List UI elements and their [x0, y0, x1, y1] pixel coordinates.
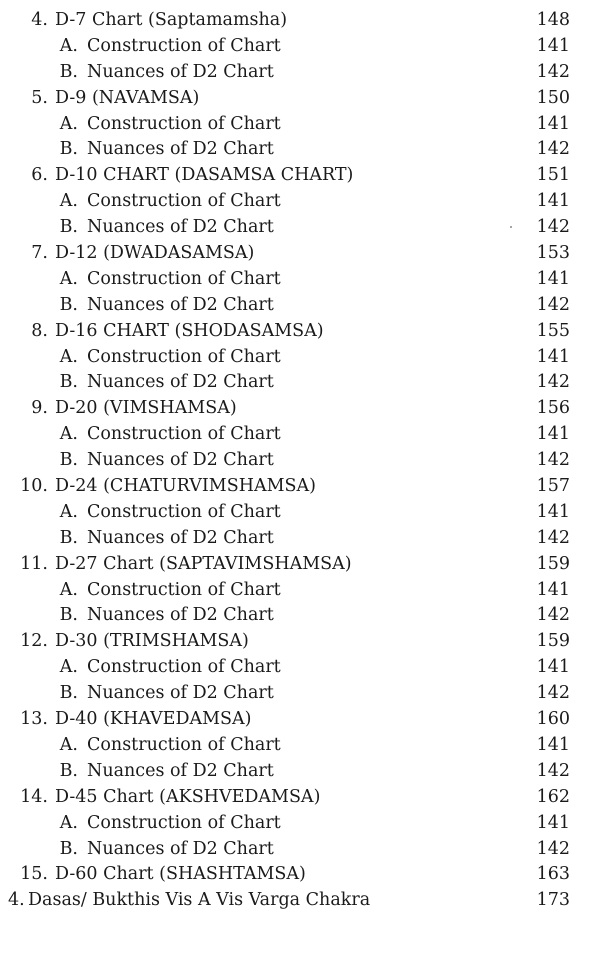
page-number: 157 — [536, 476, 570, 497]
entry-number: 14. — [20, 786, 48, 807]
entry-number: B. — [59, 605, 78, 626]
toc-subentry — [0, 681, 600, 707]
toc-entry — [0, 319, 600, 345]
page-number: 142 — [536, 294, 570, 315]
page-number: 141 — [536, 657, 570, 678]
page-number: 142 — [536, 450, 570, 471]
entry-number: 4. — [31, 10, 48, 30]
page-number: 141 — [536, 734, 570, 755]
toc-subentry — [0, 293, 600, 319]
toc-subentry — [0, 215, 600, 241]
entry-title: Construction of Chart — [87, 579, 281, 600]
page-number: 155 — [536, 320, 570, 341]
toc-subentry — [0, 60, 600, 86]
toc-subentry — [0, 500, 600, 526]
page-number: 148 — [536, 10, 570, 30]
toc-subentry — [0, 526, 600, 552]
page-number: 141 — [536, 424, 570, 445]
entry-title: Nuances of D2 Chart — [87, 683, 274, 704]
entry-number: 15. — [20, 864, 48, 885]
entry-title: Construction of Chart — [87, 501, 281, 522]
entry-title: Construction of Chart — [87, 191, 281, 212]
toc-entry — [0, 552, 600, 578]
entry-title: Nuances of D2 Chart — [87, 450, 274, 471]
entry-title: Nuances of D2 Chart — [87, 61, 274, 82]
entry-number: B. — [59, 450, 78, 471]
entry-title: D-24 (CHATURVIMSHAMSA) — [55, 476, 316, 497]
page-number: 142 — [536, 61, 570, 82]
entry-title: D-16 CHART (SHODASAMSA) — [55, 320, 324, 341]
toc-subentry — [0, 811, 600, 837]
entry-number: 11. — [20, 553, 48, 574]
page-number: 142 — [536, 760, 570, 781]
entry-number: B. — [59, 61, 78, 82]
page-number: 162 — [536, 786, 570, 807]
page-number: 141 — [536, 501, 570, 522]
entry-number: A. — [59, 346, 78, 367]
entry-title: Construction of Chart — [87, 734, 281, 755]
toc-entry — [0, 785, 600, 811]
toc-subentry — [0, 189, 600, 215]
entry-number: A. — [59, 268, 78, 289]
toc-subentry — [0, 759, 600, 785]
toc-entry — [0, 86, 600, 112]
toc-entry — [0, 241, 600, 267]
toc-subentry — [0, 603, 600, 629]
page-number: 151 — [536, 165, 570, 186]
page-number: 142 — [536, 527, 570, 548]
entry-number: 5. — [31, 87, 48, 108]
entry-title: Construction of Chart — [87, 424, 281, 445]
scan-speck — [510, 226, 512, 228]
entry-number: 6. — [31, 165, 48, 186]
page-number: 173 — [536, 890, 570, 911]
page-number: 142 — [536, 683, 570, 704]
entry-title: D-40 (KHAVEDAMSA) — [55, 709, 252, 730]
page-number: 150 — [536, 87, 570, 108]
entry-number: 10. — [20, 476, 48, 497]
entry-title: Construction of Chart — [87, 35, 281, 56]
entry-number: B. — [59, 372, 78, 393]
page-number: 141 — [536, 812, 570, 833]
toc-subentry — [0, 137, 600, 163]
entry-title: Construction of Chart — [87, 657, 281, 678]
toc-subentry — [0, 112, 600, 138]
entry-title: D-27 Chart (SAPTAVIMSHAMSA) — [55, 553, 352, 574]
entry-number: A. — [59, 579, 78, 600]
entry-number: B. — [59, 527, 78, 548]
entry-title: Construction of Chart — [87, 113, 281, 134]
toc-subentry — [0, 578, 600, 604]
toc-entry — [0, 396, 600, 422]
entry-title: D-45 Chart (AKSHVEDAMSA) — [55, 786, 321, 807]
entry-number: B. — [59, 760, 78, 781]
entry-number: 9. — [31, 398, 48, 419]
page-number: 141 — [536, 35, 570, 56]
toc-subentry — [0, 837, 600, 863]
entry-title: D-10 CHART (DASAMSA CHART) — [55, 165, 354, 186]
entry-title: Nuances of D2 Chart — [87, 838, 274, 859]
toc-subentry — [0, 733, 600, 759]
entry-title: Nuances of D2 Chart — [87, 294, 274, 315]
entry-number: B. — [59, 217, 78, 238]
toc-subentry — [0, 655, 600, 681]
page-number: 142 — [536, 139, 570, 160]
page-number: 142 — [536, 605, 570, 626]
toc-entry — [0, 163, 600, 189]
entry-title: Construction of Chart — [87, 812, 281, 833]
toc-entry — [0, 888, 600, 914]
entry-number: A. — [59, 35, 78, 56]
toc-subentry — [0, 34, 600, 60]
entry-title: D-7 Chart (Saptamamsha) — [55, 10, 288, 30]
entry-number: A. — [59, 113, 78, 134]
entry-number: A. — [59, 657, 78, 678]
entry-number: B. — [59, 294, 78, 315]
page-number: 141 — [536, 579, 570, 600]
table-of-contents — [0, 8, 600, 914]
page-number: 163 — [536, 864, 570, 885]
toc-subentry — [0, 422, 600, 448]
entry-number: B. — [59, 139, 78, 160]
page-number: 142 — [536, 838, 570, 859]
page-number: 160 — [536, 709, 570, 730]
entry-title: Nuances of D2 Chart — [87, 760, 274, 781]
page-number: 142 — [536, 372, 570, 393]
entry-title: Nuances of D2 Chart — [87, 527, 274, 548]
entry-number: 12. — [20, 631, 48, 652]
page-number: 141 — [536, 268, 570, 289]
entry-title: D-9 (NAVAMSA) — [55, 87, 200, 108]
entry-title: Nuances of D2 Chart — [87, 217, 274, 238]
page-number: 159 — [536, 553, 570, 574]
entry-title: Nuances of D2 Chart — [87, 372, 274, 393]
page-number: 159 — [536, 631, 570, 652]
entry-number: A. — [59, 501, 78, 522]
toc-subentry — [0, 370, 600, 396]
page-number: 142 — [536, 217, 570, 238]
entry-title: D-60 Chart (SHASHTAMSA) — [55, 864, 306, 885]
entry-number: A. — [59, 734, 78, 755]
toc-entry — [0, 862, 600, 888]
page-number: 156 — [536, 398, 570, 419]
toc-entry — [0, 707, 600, 733]
entry-number: A. — [59, 424, 78, 445]
entry-title: Nuances of D2 Chart — [87, 605, 274, 626]
entry-title: D-30 (TRIMSHAMSA) — [55, 631, 249, 652]
entry-title: Nuances of D2 Chart — [87, 139, 274, 160]
entry-number: B. — [59, 838, 78, 859]
toc-subentry — [0, 448, 600, 474]
page-number: 141 — [536, 113, 570, 134]
entry-title: D-20 (VIMSHAMSA) — [55, 398, 237, 419]
entry-number: A. — [59, 191, 78, 212]
toc-entry — [0, 8, 600, 34]
toc-entry — [0, 629, 600, 655]
entry-number: 8. — [31, 320, 48, 341]
entry-title: Dasas/ Bukthis Vis A Vis Varga Chakra — [28, 890, 371, 911]
entry-number: A. — [59, 812, 78, 833]
entry-title: Construction of Chart — [87, 346, 281, 367]
page-number: 141 — [536, 346, 570, 367]
toc-entry — [0, 474, 600, 500]
page-number: 153 — [536, 243, 570, 264]
entry-number: B. — [59, 683, 78, 704]
entry-number: 7. — [31, 243, 48, 264]
entry-number: 4. — [8, 890, 25, 911]
entry-title: D-12 (DWADASAMSA) — [55, 243, 255, 264]
page-number: 141 — [536, 191, 570, 212]
toc-subentry — [0, 345, 600, 371]
entry-number: 13. — [20, 709, 48, 730]
toc-subentry — [0, 267, 600, 293]
entry-title: Construction of Chart — [87, 268, 281, 289]
